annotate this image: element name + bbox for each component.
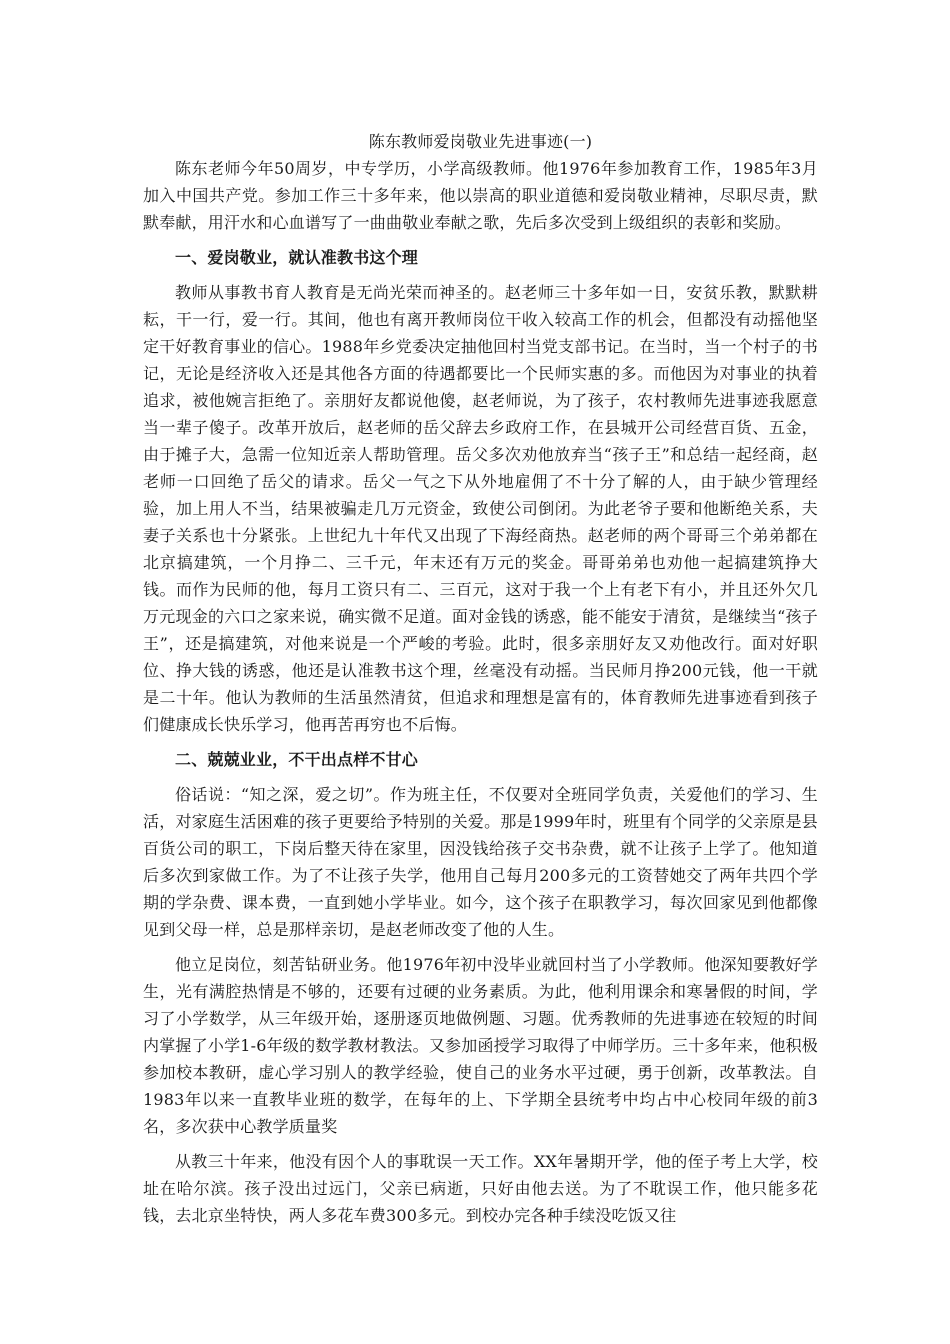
section1-heading: 一、爱岗敬业，就认准教书这个理 bbox=[175, 248, 419, 267]
section1-paragraph-1: 教师从事教书育人教育是无尚光荣而神圣的。赵老师三十多年如一日，安贫乐教，默默耕耘，干一行，爱一行。其间，他也有离开教师岗位干收入较高工作的机会，但都没有动摇他坚定干好教育事业的信心。1988年乡党委决定抽他回村当党支部书记。在当时，当一个村子的书记，无论是经济收入还是其他各方面的待遇都要比一个民师实惠的多。而他因为对事业的执着追求，被他婉言拒绝了。亲朋好友都说他傻，赵老师说，为了孩子，农村教师先进事迹我愿意当一辈子傻子。改革开放后，赵老师的岳父辞去乡政府工作，在县城开公司经营百货、五金，由于摊子大，急需一位知近亲人帮助管理。岳父多次劝他放弃当“孩子王”和总结一起经商，赵老师一口回绝了岳父的请求。岳父一气之下从外地雇佣了不十分了解的人，由于缺少管理经验，加上用人不当，结果被骗走几万元资金，致使公司倒闭。为此老爷子要和他断绝关系，夫妻子关系也十分紧张。上世纪九十年代又出现了下海经商热。赵老师的两个哥哥三个弟弟都在北京搞建筑，一个月挣二、三千元，年末还有万元的奖金。哥哥弟弟也劝他一起搞建筑挣大钱。而作为民师的他，每月工资只有二、三百元，这对于我一个上有老下有小，并且还外欠几万元现金的六口之家来说，确实微不足道。面对金钱的诱惑，能不能安于清贫，是继续当“孩子王”，还是搞建筑，对他来说是一个严峻的考验。此时，很多亲朋好友又劝他改行。面对好职位、挣大钱的诱惑，他还是认准教书这个理，丝毫没有动摇。当民师月挣200元钱，他一干就是二十年。他认为教师的生活虽然清贫，但追求和理想是富有的，体育教师先进事迹看到孩子们健康成长快乐学习，他再苦再穷也不后悔。 bbox=[143, 283, 818, 734]
section2-paragraph-1: 俗话说：“知之深，爱之切”。作为班主任，不仅要对全班同学负责，关爱他们的学习、生活，对家庭生活困难的孩子更要给予特别的关爱。那是1999年时，班里有个同学的父亲原是县百货公司的职工，下岗后整天待在家里，因没钱给孩子交书杂费，就不让孩子上学了。他知道后多次到家做工作。为了不让孩子失学，他用自己每月200多元的工资替她交了两年共四个学期的学杂费、课本费，一直到她小学毕业。如今，这个孩子在职教学习，每次回家见到他都像见到父母一样，总是那样亲切，是赵老师改变了他的人生。 bbox=[143, 785, 818, 939]
section2-heading: 二、兢兢业业，不干出点样不甘心 bbox=[175, 750, 419, 769]
section2-paragraph-3: 从教三十年来，他没有因个人的事耽误一天工作。XX年暑期开学，他的侄子考上大学，校址在哈尔滨。孩子没出过远门，父亲已病逝，只好由他去送。为了不耽误工作，他只能多花钱，去北京坐特快，两人多花车费300多元。到校办完各种手续没吃饭又往 bbox=[143, 1152, 818, 1225]
document-title: 陈东教师爱岗敬业先进事迹(一) bbox=[368, 132, 593, 151]
document-page bbox=[143, 128, 818, 1229]
intro-paragraph: 陈东老师今年50周岁，中专学历，小学高级教师。他1976年参加教育工作，1985年3月加入中国共产党。参加工作三十多年来，他以崇高的职业道德和爱岗敬业精神，尽职尽责，默默奉献，用汗水和心血谱写了一曲曲敬业奉献之歌，先后多次受到上级组织的表彰和奖励。 bbox=[143, 159, 818, 232]
section2-paragraph-2: 他立足岗位，刻苦钻研业务。他1976年初中没毕业就回村当了小学教师。他深知要教好学生，光有满腔热情是不够的，还要有过硬的业务素质。为此，他利用课余和寒暑假的时间，学习了小学数学，从三年级开始，逐册逐页地做例题、习题。优秀教师的先进事迹在较短的时间内掌握了小学1-6年级的数学教材教法。又参加函授学习取得了中师学历。三十多年来，他积极参加校本教研，虚心学习别人的教学经验，使自己的业务水平过硬，勇于创新，改革教法。自1983年以来一直教毕业班的数学，在每年的上、下学期全县统考中均占中心校同年级的前3名，多次获中心教学质量奖 bbox=[143, 955, 818, 1136]
